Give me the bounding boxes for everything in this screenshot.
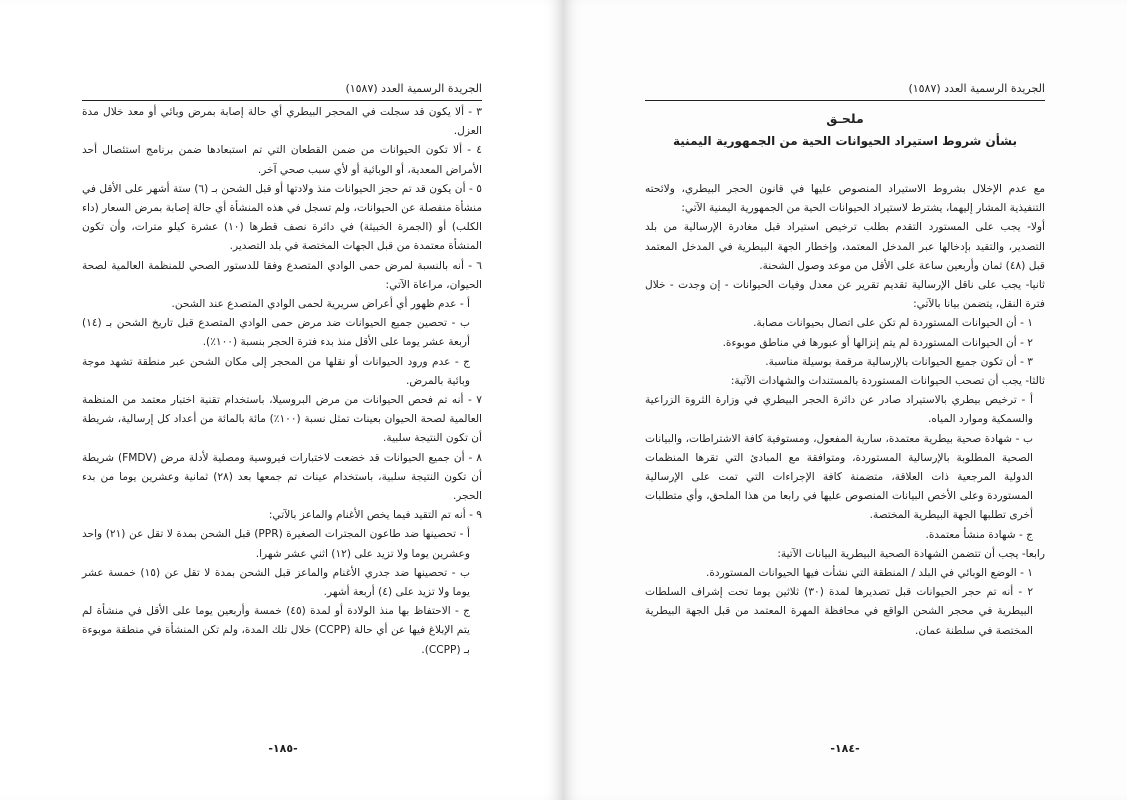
annex-title: ملحـق	[826, 111, 864, 126]
clause-4: ٤ - ألا تكون الحيوانات من ضمن القطعان التي تم استبعادها ضمن برنامج استئصال أحد الأمراض المعدية، أو الوبائية أو لأي سبب صحي آخر.	[82, 144, 482, 176]
left-page	[0, 0, 563, 800]
preamble: مع عدم الإخلال بشروط الاستيراد المنصوص عليها في قانون الحجر البيطري، ولائحته التنفيذية المشار إليهما، يشترط لاستيراد الحيوانات الحية من الجمهورية اليمنية الآتي:	[645, 183, 1045, 215]
page-number: -١٨٤-	[830, 742, 860, 755]
clause-5: ٥ - أن يكون قد تم حجز الحيوانات منذ ولادتها أو قبل الشحن بـ (٦) ستة أشهر على الأقل في منشأة منفصلة عن الحيوانات، ولم تسجل في هذه المنشأة أي حالة إصابة بمرض السعار (داء الكلب) أو (الجمرة الخبيثة) في دائرة نصف قطرها (١٠) عشرة كيلو مترات، وأن تكون المنشأة معتمدة من قبل الجهات المختصة في بلد التصدير.	[82, 182, 482, 253]
article-fourth-1: ١ - الوضع الوبائي في البلد / المنطقة التي نشأت فيها الحيوانات المستوردة.	[705, 567, 1033, 580]
clause-9: ٩ - أنه تم التقيد فيما يخص الأغنام والماعز بالآتي:	[268, 509, 482, 522]
article-third-c: ج - شهادة منشأ معتمدة.	[925, 528, 1033, 541]
article-fourth: رابعا- يجب أن تتضمن الشهادة الصحية البيطرية البيانات الآتية:	[777, 547, 1045, 560]
clause-6c: ج - عدم ورود الحيوانات أو نقلها من المحجر إلى مكان الشحن عبر منطقة تشهد موجة وبائية بالمرض.	[82, 355, 470, 387]
clause-3: ٣ - ألا يكون قد سجلت في المحجر البيطري أي حالة إصابة بمرض وبائي أو معد خلال مدة العزل.	[82, 106, 482, 138]
clause-6: ٦ - أنه بالنسبة لمرض حمى الوادي المتصدع وفقا للدستور الصحي للمنظمة العالمية لصحة الحيوان، مراعاة الآتي:	[82, 259, 482, 291]
clause-9a: أ - تحصينها ضد طاعون المجترات الصغيرة (PPR) قبل الشحن بمدة لا تقل عن (٢١) واحد وعشرين يوما ولا تزيد على (١٢) اثني عشر شهرا.	[82, 528, 470, 560]
article-first: أولا- يجب على المستورد التقدم بطلب ترخيص استيراد قبل مغادرة الإرسالية من بلد التصدير، والتقيد بإدخالها عبر المدخل المعتمد، وإخطار الجهة البيطرية في المدخل المعتمد قبل (٤٨) ثمان وأربعين ساعة على الأقل من موعد وصول الشحنة.	[645, 221, 1045, 272]
article-fourth-2: ٢ - أنه تم حجر الحيوانات قبل تصديرها لمدة (٣٠) ثلاثين يوما تحت إشراف السلطات البيطرية في محجر الشحن الواقع في محافظة المهرة المعتمد من قبل الجهة البيطرية المختصة في سلطنة عمان.	[645, 586, 1034, 637]
right-page	[563, 0, 1127, 800]
article-second-2: ٢ - أن الحيوانات المستوردة لم يتم إنزالها أو عبورها في مناطق موبوءة.	[722, 336, 1033, 349]
article-second-3: ٣ - أن تكون جميع الحيوانات بالإرسالية مرقمة بوسيلة مناسبة.	[765, 355, 1033, 368]
page-body	[645, 108, 1045, 641]
page-number: -١٨٥-	[268, 742, 298, 755]
article-third-a: أ - ترخيص بيطري بالاستيراد صادر عن دائرة الحجر البيطري في وزارة الثروة الزراعية والسمكية وموارد المياه.	[645, 394, 1033, 426]
clause-8: ٨ - أن جميع الحيوانات قد خضعت لاختبارات فيروسية ومصلية لأدلة مرض (FMDV) شريطة أن تكون النتيجة سلبية، باستخدام عينات تم جمعها بعد (٢٨) ثمانية وعشرين يوما من بدء الحجر.	[82, 451, 482, 503]
clause-9c: ج - الاحتفاظ بها منذ الولادة أو لمدة (٤٥) خمسة وأربعين يوما على الأقل في منشأة لم يتم الإبلاغ فيها عن أي حالة (CCPP) خلال تلك المدة، ولم تكن المنشأة في منطقة موبوءة بـ (CCPP).	[82, 605, 470, 656]
article-third-b: ب - شهادة صحية بيطرية معتمدة، سارية المفعول، ومستوفية كافة الاشتراطات، والبيانات الصحية المطلوبة بالإرسالية المستوردة، ومتوافقة مع المبادئ التي تقرها المنظمات الدولية المرجعية ذات العلاقة، متضمنة كافة الإجراءات التي تمت على الإرسالية المستوردة وعلى الأخص البيانات المنصوص عليها في رابعا من هذا الملحق، وأي متطلبات أخرى تطلبها الجهة البيطرية المختصة.	[645, 432, 1033, 522]
clause-9b: ب - تحصينها ضد جدري الأغنام والماعز قبل الشحن بمدة لا تقل عن (١٥) خمسة عشر يوما ولا تزيد على (٤) أربعة أشهر.	[82, 566, 470, 599]
page-header: الجريدة الرسمية العدد (١٥٨٧)	[908, 82, 1045, 95]
header-rule	[645, 100, 1045, 101]
page-body	[82, 103, 482, 660]
clause-6b: ب - تحصين جميع الحيوانات ضد مرض حمى الوادي المتصدع قبل تاريخ الشحن بـ (١٤) أربعة عشر يوما على الأقل منذ بدء فترة الحجر بنسبة (١٠٠٪).	[82, 317, 470, 349]
page-header: الجريدة الرسمية العدد (١٥٨٧)	[345, 82, 482, 95]
header-rule	[82, 100, 482, 101]
clause-7: ٧ - أنه تم فحص الحيوانات من مرض البروسيلا، باستخدام تقنية اختبار معتمد من المنظمة العالمية لصحة الحيوان بعينات تمثل نسبة (١٠٠٪) مائة بالمائة من أعداد كل إرسالية، شريطة أن تكون النتيجة سلبية.	[82, 394, 483, 445]
article-second: ثانيا- يجب على ناقل الإرسالية تقديم تقرير عن معدل وفيات الحيوانات - إن وجدت - خلال فترة النقل، يتضمن بيانا بالآتي:	[645, 279, 1045, 311]
article-third: ثالثا- يجب أن تصحب الحيوانات المستوردة بالمستندات والشهادات الآتية:	[730, 375, 1045, 388]
article-second-1: ١ - أن الحيوانات المستوردة لم تكن على اتصال بحيوانات مصابة.	[753, 317, 1033, 330]
clause-6a: أ - عدم ظهور أي أعراض سريرية لحمى الوادي المتصدع عند الشحن.	[171, 298, 470, 311]
annex-subtitle: بشأن شروط استيراد الحيوانات الحية من الجمهورية اليمنية	[673, 134, 1017, 148]
